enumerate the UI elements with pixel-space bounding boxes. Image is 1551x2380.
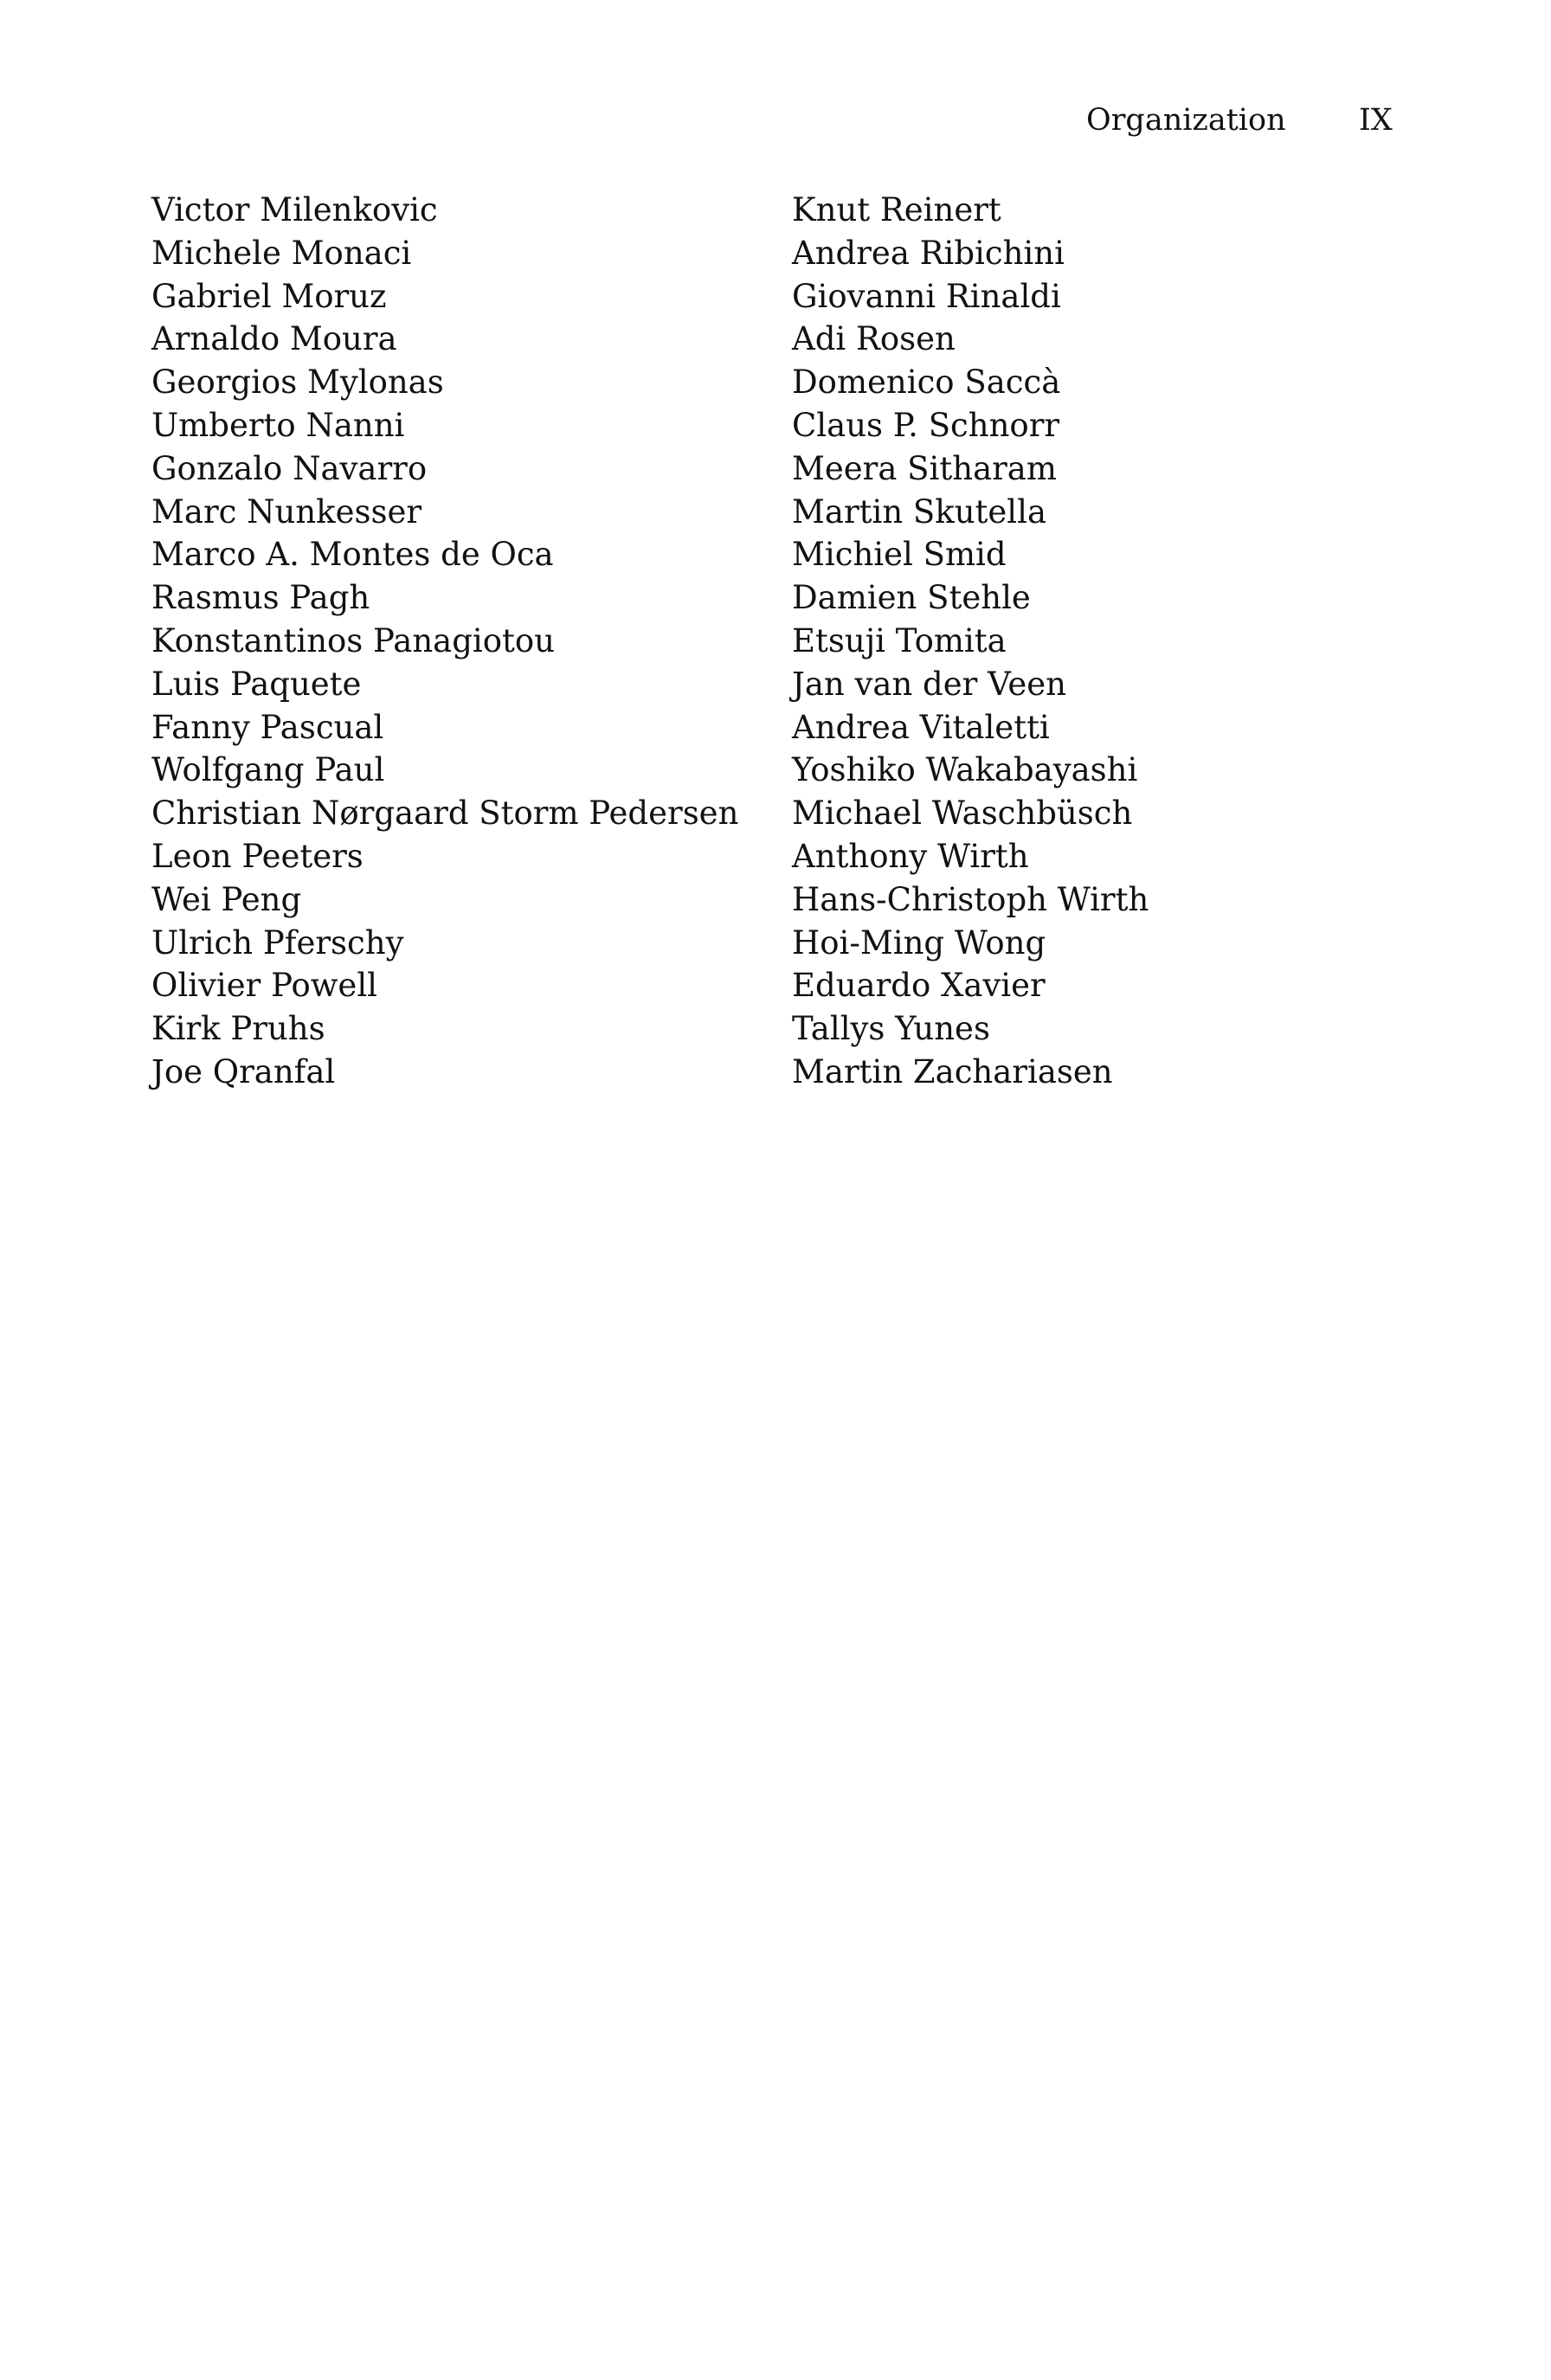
running-head bbox=[0, 99, 1551, 142]
name-list-item: Etsuji Tomita bbox=[792, 621, 1007, 659]
name-list-item: Michiel Smid bbox=[792, 536, 1007, 574]
running-title: Organization bbox=[1086, 103, 1286, 138]
name-list-item: Domenico Saccà bbox=[792, 363, 1061, 402]
name-list-item: Luis Paquete bbox=[151, 665, 362, 703]
name-list-item: Victor Milenkovic bbox=[151, 191, 438, 228]
name-list-item: Kirk Pruhs bbox=[151, 1010, 325, 1048]
name-list-item: Jan van der Veen bbox=[792, 665, 1067, 703]
name-list-item: Rasmus Pagh bbox=[151, 579, 370, 617]
name-list-item: Georgios Mylonas bbox=[151, 363, 444, 402]
left-name-column bbox=[151, 189, 757, 1094]
name-list-item: Christian Nørgaard Storm Pedersen bbox=[151, 794, 739, 833]
name-list-item: Knut Reinert bbox=[792, 191, 1001, 228]
name-list-item: Gabriel Moruz bbox=[151, 277, 387, 315]
name-list-item: Marc Nunkesser bbox=[151, 492, 422, 531]
name-list-item: Andrea Vitaletti bbox=[792, 708, 1050, 746]
name-list-item: Andrea Ribichini bbox=[792, 234, 1065, 272]
name-list-item: Hoi-Ming Wong bbox=[792, 923, 1046, 962]
name-list-item: Martin Zachariasen bbox=[792, 1052, 1113, 1090]
name-list-item: Konstantinos Panagiotou bbox=[151, 621, 556, 659]
name-list-item: Adi Rosen bbox=[792, 320, 956, 358]
name-list-item: Hans-Christoph Wirth bbox=[792, 880, 1149, 918]
name-list-item: Michael Waschbüsch bbox=[792, 794, 1133, 833]
name-list-item: Ulrich Pferschy bbox=[151, 923, 404, 962]
name-list-item: Marco A. Montes de Oca bbox=[151, 536, 554, 574]
name-list-item: Michele Monaci bbox=[151, 234, 412, 272]
name-list-item: Leon Peeters bbox=[151, 837, 364, 875]
name-list-item: Fanny Pascual bbox=[151, 708, 384, 746]
name-list-item: Giovanni Rinaldi bbox=[792, 277, 1061, 315]
name-list-item: Joe Qranfal bbox=[151, 1052, 336, 1090]
name-list-item: Meera Sitharam bbox=[792, 449, 1057, 487]
name-list-item: Tallys Yunes bbox=[792, 1010, 990, 1048]
name-list-item: Olivier Powell bbox=[151, 967, 377, 1005]
name-list-item: Eduardo Xavier bbox=[792, 967, 1046, 1005]
name-list-item: Arnaldo Moura bbox=[151, 320, 397, 358]
name-list-item: Claus P. Schnorr bbox=[792, 406, 1060, 444]
name-list-item: Wolfgang Paul bbox=[151, 751, 385, 789]
name-list-item: Damien Stehle bbox=[792, 579, 1031, 617]
name-list-item: Martin Skutella bbox=[792, 492, 1047, 531]
name-list-item: Gonzalo Navarro bbox=[151, 449, 428, 487]
name-list-item: Yoshiko Wakabayashi bbox=[792, 751, 1138, 789]
page-number: IX bbox=[1359, 103, 1393, 138]
right-name-column bbox=[792, 189, 1398, 1094]
name-list-item: Wei Peng bbox=[151, 880, 302, 918]
name-list-item: Umberto Nanni bbox=[151, 406, 405, 444]
name-list-item: Anthony Wirth bbox=[792, 837, 1029, 875]
